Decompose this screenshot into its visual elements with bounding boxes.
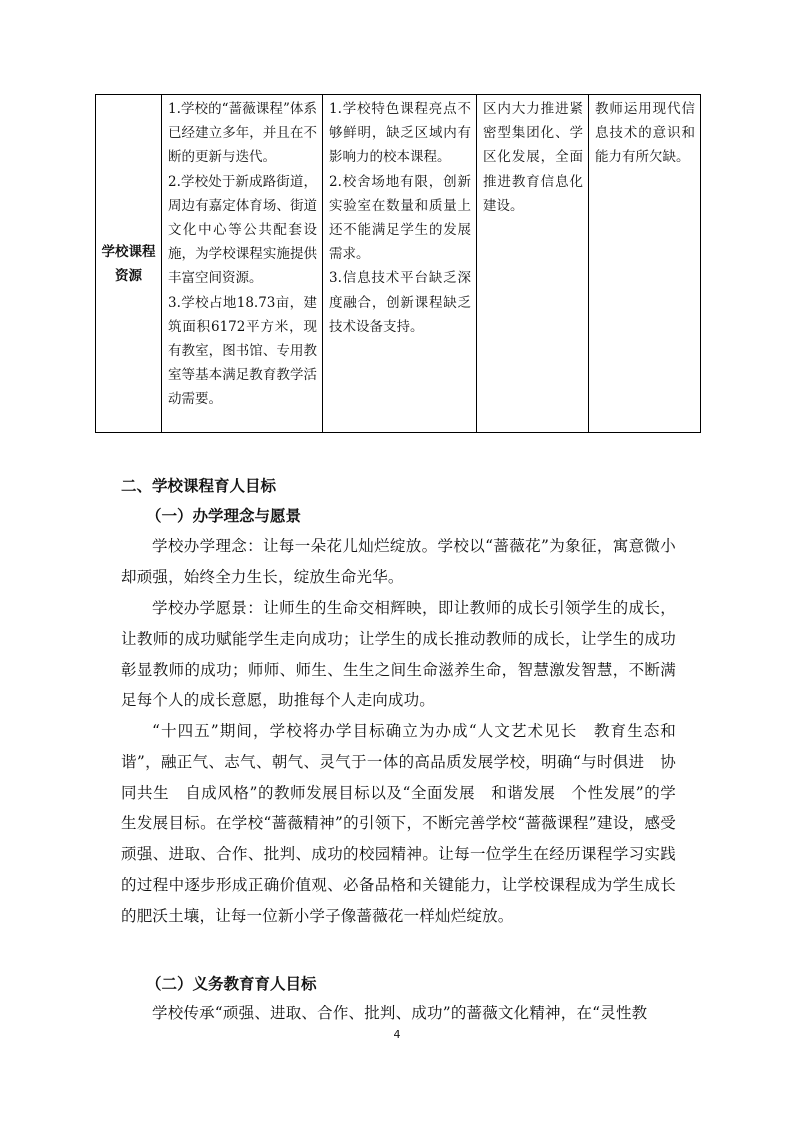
table-row [96, 95, 701, 433]
threat-text: 教师运用现代信息技术的意识和能力有所欠缺。 [595, 101, 695, 166]
strength-item: 3.学校占地18.73亩，建筑面积6172平方米，现有教室，图书馆、专用教室等基本满足教育教学活动需要。 [168, 294, 317, 408]
section-title: 二、学校课程育人目标 [121, 477, 277, 495]
row-header-label: 学校课程资源 [101, 243, 156, 284]
row-header-cell [96, 95, 162, 433]
resource-table [95, 94, 701, 433]
strengths-cell [162, 95, 323, 433]
weaknesses-cell [323, 95, 477, 433]
paragraph-heritage: 学校传承“顽强、进取、合作、批判、成功”的蔷薇文化精神，在“灵性教 [152, 1004, 648, 1022]
page-number: 4 [393, 1028, 401, 1041]
strength-item: 2.学校处于新成路街道，周边有嘉定体育场、街道文化中心等公共配套设施，为学校课程实施提供丰富空间资源。 [168, 173, 317, 287]
subsection-title-education-goals: （二）义务教育育人目标 [146, 975, 317, 993]
strength-item: 1.学校的“蔷薇课程”体系已经建立多年，并且在不断的更新与迭代。 [168, 101, 317, 166]
paragraph-vision: 学校办学愿景：让师生的生命交相辉映，即让教师的成长引领学生的成长，让教师的成功赋能学生走向成功；让学生的成长推动教师的成长，让学生的成功彰显教师的成功；师师、师生、生生之间生命滋养生命，智慧激发智慧，不断满足每个人的成长意愿，助推每个人走向成功。 [121, 599, 676, 710]
weakness-item: 1.学校特色课程亮点不够鲜明，缺乏区域内有影响力的校本课程。 [329, 101, 471, 166]
weakness-item: 2.校舍场地有限，创新实验室在数量和质量上还不能满足学生的发展需求。 [329, 173, 471, 263]
paragraph-philosophy: 学校办学理念：让每一朵花儿灿烂绽放。学校以“蔷薇花”为象征，寓意微小却顽强，始终全力生长，绽放生命光华。 [121, 537, 676, 586]
subsection-title-vision: （一）办学理念与愿景 [146, 507, 302, 525]
opportunity-text: 区内大力推进紧密型集团化、学区化发展，全面推进教育信息化建设。 [483, 101, 583, 214]
opportunities-cell [477, 95, 589, 433]
threats-cell [589, 95, 701, 433]
paragraph-goals: “十四五”期间，学校将办学目标确立为办成“人文艺术见长 教育生态和谐”，融正气、志气、朝气、灵气于一体的高品质发展学校，明确“与时俱进 协同共生 自成风格”的教师发展目标以及“全面发展 和谐发展 个性发展”的学生发展目标。在学校“蔷薇精神”的引领下，不断完善学校“蔷薇课程”建设，感受顽强、进取、合作、批判、成功的校园精神。让每一位学生在经历课程学习实践的过程中逐步形成正确价值观、必备品格和关键能力，让学校课程成为学生成长的肥沃土壤，让每一位新小学子像蔷薇花一样灿烂绽放。 [121, 722, 676, 925]
weakness-item: 3.信息技术平台缺乏深度融合，创新课程缺乏技术设备支持。 [329, 270, 471, 335]
